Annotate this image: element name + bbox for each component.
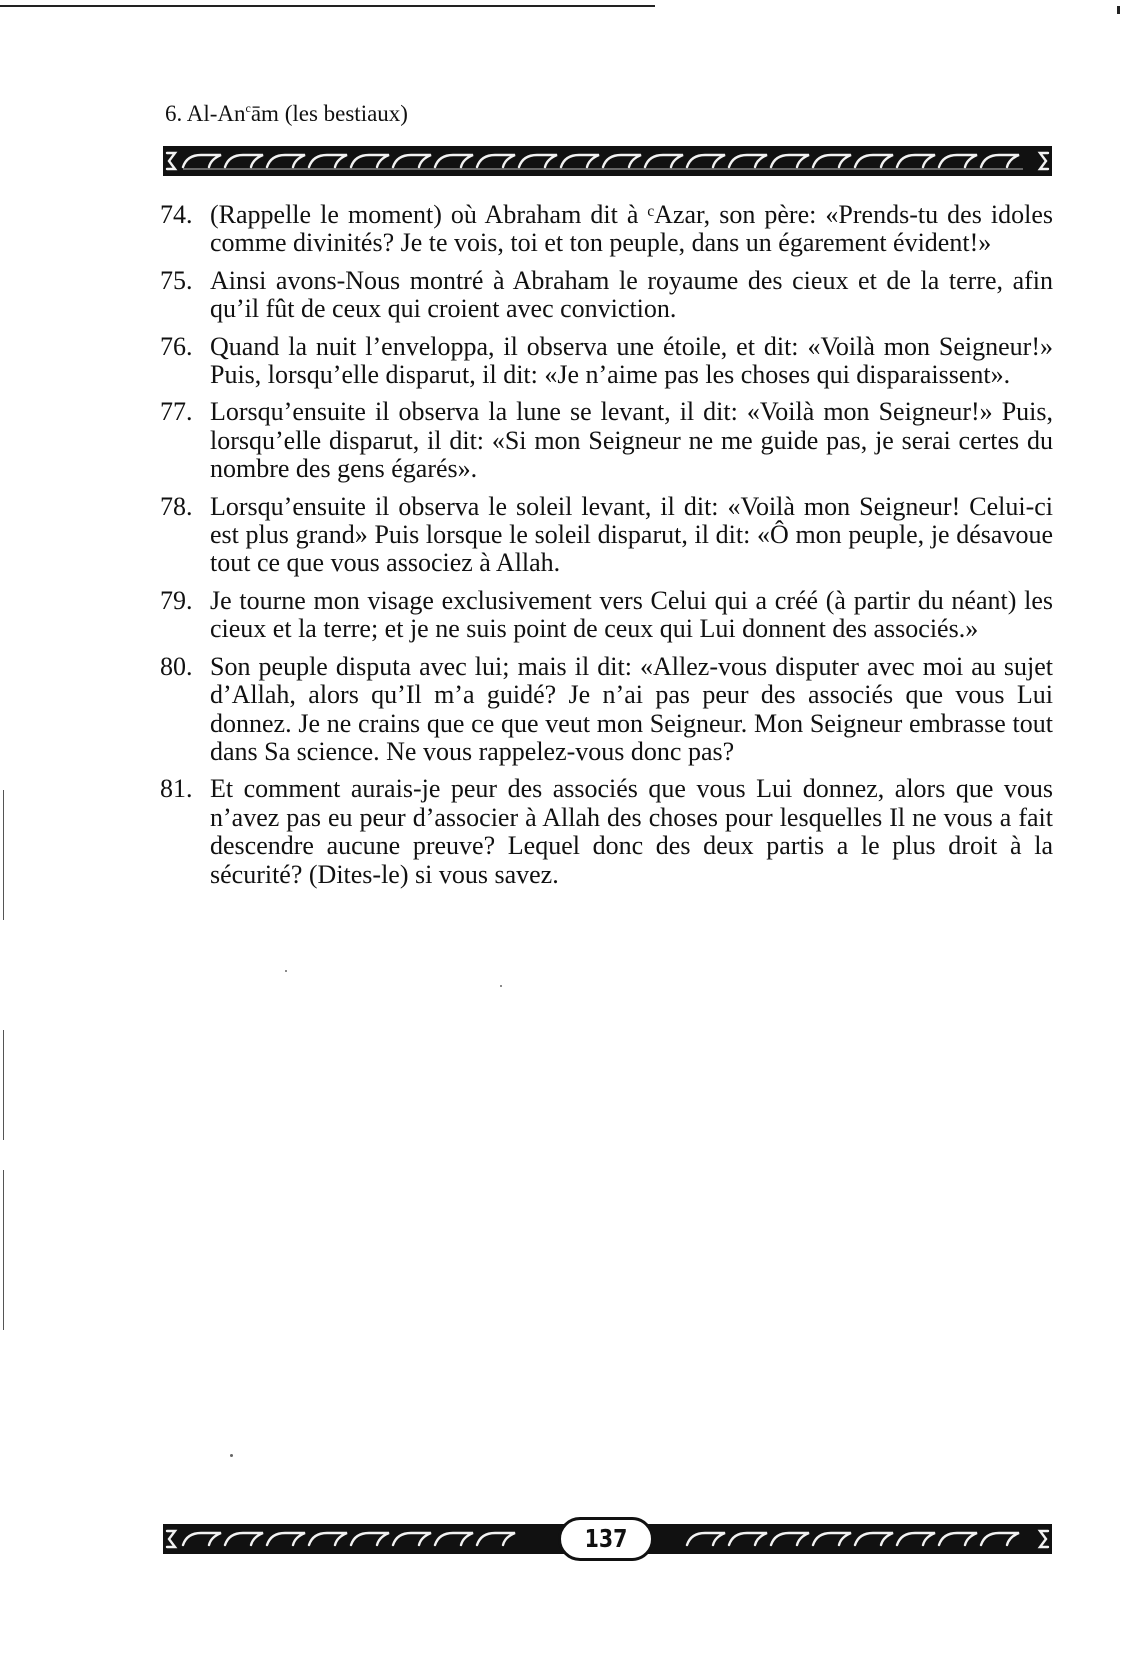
scan-speck [500,985,502,987]
chain-ornament-graphic [163,146,1052,176]
surah-number: 6. [165,101,183,126]
top-ornamental-band [163,146,1052,176]
verse-number: 77. [160,397,193,427]
verse-item [160,493,1053,578]
verse-number: 81. [160,774,193,804]
verse-item [160,775,1053,889]
verse-text: Lorsqu’ensuite il observa la lune se levant, il dit: «Voilà mon Seigneur!» Puis, lorsqu’elle disparut, il dit: «Si mon Seigneur ne me guide pas, je serai certes du nombre des gens égarés». [210,397,1053,484]
verse-text: Et comment aurais-je peur des associés que vous Lui donnez, alors que vous n’avez pas eu peur d’associer à Allah des choses pour lesquelles Il ne vous a fait descendre aucune preuve? Lequel donc des deux partis a le plus droit à la sécurité? (Dites-le) si vous savez. [210,774,1053,889]
verse-item [160,333,1053,390]
scan-corner-mark [1117,6,1120,14]
surah-name-suffix: ām (les bestiaux) [250,101,408,126]
page-number: 137 [584,1524,628,1553]
verse-item [160,267,1053,324]
verse-item [160,653,1053,767]
scan-edge-line [0,5,655,7]
ain-mark: c [245,101,251,115]
scan-margin-line [3,790,4,920]
verse-text: Quand la nuit l’enveloppa, il observa une étoile, et dit: «Voilà mon Seigneur!» Puis, lorsqu’elle disparut, il dit: «Je n’aime pas les choses qui disparaissent». [210,331,1053,390]
verse-number: 78. [160,491,193,521]
scan-margin-line [3,1030,4,1140]
verse-item [160,201,1053,258]
verse-item [160,587,1053,644]
verse-number: 74. [160,200,193,229]
surah-name-prefix: Al-An [186,101,246,126]
verse-text: Son peuple disputa avec lui; mais il dit: «Allez-vous disputer avec moi au sujet d’Allah, alors qu’Il m’a guidé? Je n’ai pas peur des associés que vous Lui donnez. Je ne crains que ce que veut mon Seigneur. Mon Seigneur embrasse tout dans Sa science. Ne vous rappelez-vous donc pas? [210,651,1053,766]
verse-item [160,398,1053,483]
verse-text: Je tourne mon visage exclusivement vers Celui qui a créé (à partir du néant) les cieux et la terre; et je ne suis point de ceux qui Lui donnent des associés.» [210,585,1053,644]
verse-number: 75. [160,265,193,295]
scan-speck [285,970,287,972]
verse-list [160,201,1053,898]
scan-margin-line [3,1170,4,1330]
verse-number: 76. [160,331,193,361]
scan-speck [230,1454,233,1457]
running-header [165,100,408,128]
verse-text: Ainsi avons-Nous montré à Abraham le royaume des cieux et de la terre, afin qu’il fût de ceux qui croient avec conviction. [210,265,1053,324]
verse-text: Lorsqu’ensuite il observa le soleil levant, il dit: «Voilà mon Seigneur! Celui-ci est plus grand» Puis lorsque le soleil disparut, il dit: «Ô mon peuple, je désavoue tout ce que vous associez à Allah. [210,491,1053,578]
verse-number: 80. [160,651,193,681]
verse-text: (Rappelle le moment) où Abraham dit à ᶜAzar, son père: «Prends-tu des idoles comme divinités? Je te vois, toi et ton peuple, dans un égarement évident!» [210,200,1053,258]
verse-number: 79. [160,585,193,615]
